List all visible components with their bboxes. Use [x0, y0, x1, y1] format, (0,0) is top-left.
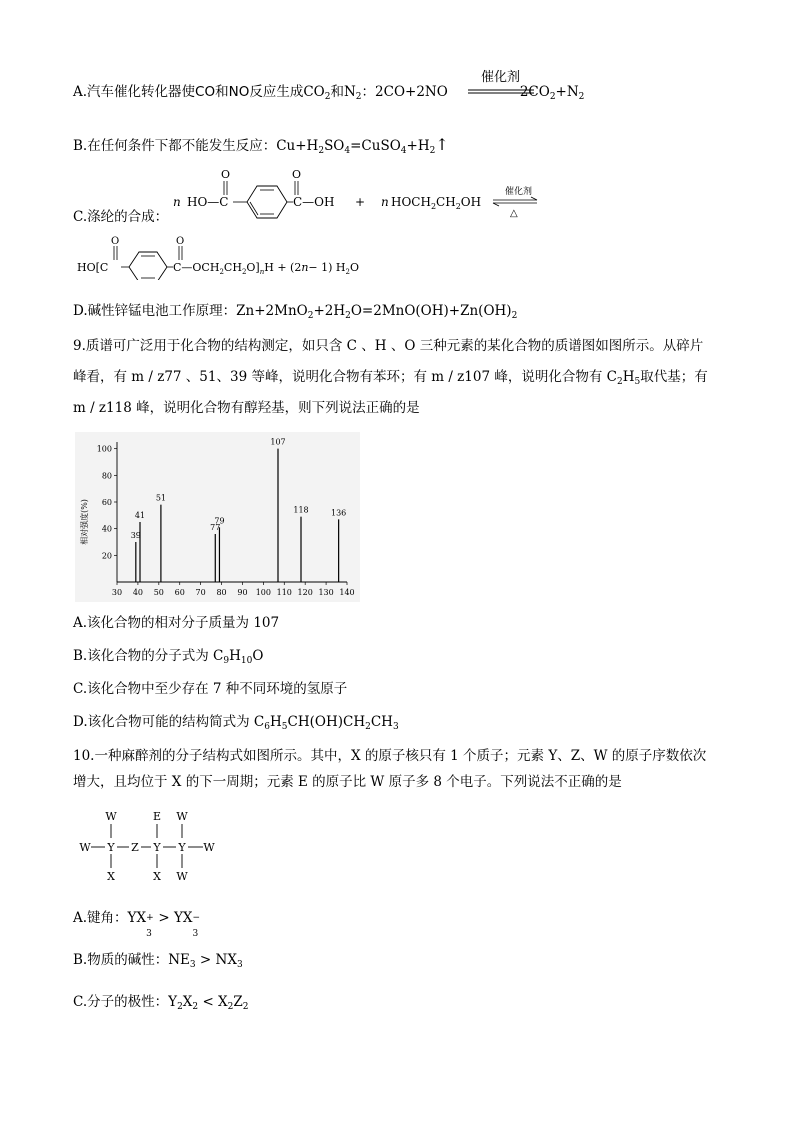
catalyst-small: 催化剂 — [505, 187, 533, 197]
sub-3: 3 — [236, 960, 243, 970]
option-d — [73, 301, 517, 321]
sub-3: 3 — [189, 960, 196, 970]
q10-text: A.键角：YX — [73, 910, 147, 926]
carbonyl-o: O — [176, 236, 185, 247]
q10-text: B.物质的碱性：NE — [73, 952, 190, 968]
q9-text: CH(OH)CH — [287, 714, 366, 730]
sub-2: 2 — [307, 311, 314, 321]
x-tick-label: 80 — [216, 588, 227, 597]
q10-line2: 增大，且均位于 X 的下一周期；元素 E 的原子比 W 原子多 8 个电子。下列说法不正确的是 — [73, 774, 622, 790]
q9-option-d — [73, 712, 399, 732]
q10-text: X — [182, 994, 193, 1010]
x-tick-label: 120 — [297, 588, 313, 597]
x-tick-label: 100 — [255, 588, 272, 597]
sub-2: 2 — [192, 1002, 199, 1012]
q9-text: H — [229, 648, 241, 664]
product-left: HO[C — [77, 261, 109, 274]
sub-2: 2 — [318, 146, 325, 156]
gas-arrow: ↑ — [435, 135, 449, 154]
option-c-prefix: C.涤纶的合成： — [73, 209, 169, 225]
x-tick-label: 90 — [237, 588, 248, 597]
glycol-text: $HOCH_2CH_2OH$ — [391, 195, 482, 211]
q10-line1: 10.一种麻醉剂的分子结构式如图所示。其中，X 的原子核只有 1 个质子；元素 Y、Z、W 的原子序数依次 — [73, 748, 707, 764]
eq-part: =CuSO — [350, 138, 401, 154]
no-text: NO — [228, 84, 250, 100]
carbonyl-o: O — [292, 168, 302, 181]
sub-2: 2 — [616, 377, 623, 387]
heat-symbol: △ — [510, 208, 518, 219]
peak-label: 41 — [134, 511, 146, 520]
coefficient-n: n — [173, 195, 181, 209]
q9-option-c: C.该化合物中至少存在 7 种不同环境的氢原子 — [73, 681, 348, 697]
pet-product-structure — [75, 232, 395, 280]
rhs-equation: 2CO — [519, 84, 550, 100]
q10-option-b — [73, 950, 243, 970]
atom-w: W — [203, 841, 215, 854]
sub-5: 5 — [281, 722, 288, 732]
q10-text: > NX — [195, 952, 237, 968]
q10-text: > YX — [154, 910, 193, 926]
sub-2: 2 — [227, 1002, 234, 1012]
atom-y: Y — [153, 841, 161, 854]
atom-y: Y — [178, 841, 186, 854]
x-tick-label: 140 — [339, 588, 355, 597]
q9-text: 峰看，有 m / z77 、51、39 等峰，说明化合物有苯环；有 m / z107 峰，说明化合物有 C — [73, 369, 617, 385]
eq-part: +2H — [313, 303, 346, 319]
sub-2: 2 — [429, 146, 436, 156]
y-tick-label: 80 — [101, 471, 112, 481]
atom-z: Z — [131, 841, 139, 854]
atom-x: X — [107, 870, 115, 883]
peak-label: 136 — [330, 508, 347, 518]
x-tick-label: 50 — [153, 588, 164, 597]
sub-2: 2 — [365, 722, 371, 732]
peak-label: 51 — [155, 493, 167, 503]
q9-text: H — [270, 714, 282, 730]
sub-2: 2 — [345, 311, 351, 321]
lhs-equation: 2CO+2NO — [375, 84, 448, 100]
chart-ylabel: 相对强度(%) — [80, 499, 89, 545]
atom-w: W — [176, 810, 188, 823]
peak-label: 79 — [214, 516, 225, 526]
eq-part: SO — [324, 138, 345, 154]
benzene-ring — [247, 186, 287, 218]
q10-text: Z — [233, 994, 243, 1010]
atom-y: Y — [107, 841, 115, 854]
peak-label: 118 — [293, 505, 309, 515]
peak-label: 39 — [130, 531, 141, 540]
x-tick-label: 110 — [276, 588, 292, 597]
mass-spectrum-chart — [75, 432, 360, 602]
sub-4: 4 — [400, 146, 407, 156]
plus-n2: +N — [555, 84, 579, 100]
sub-2: 2 — [324, 92, 331, 102]
option-d-prefix: D.碱性锌锰电池工作原理： — [73, 303, 237, 319]
sub-5: 5 — [634, 377, 641, 387]
q9-text: H — [622, 369, 635, 385]
x-tick-label: 40 — [132, 588, 144, 597]
y-tick-label: 40 — [101, 524, 112, 534]
y-tick-label: 60 — [101, 498, 112, 507]
x-tick-label: 30 — [111, 588, 123, 597]
q10-option-a: A.键角：YX + 3 > YX − 3 — [73, 910, 201, 939]
atom-w: W — [176, 870, 188, 883]
atom-x: X — [153, 870, 161, 883]
coefficient-n: n — [381, 195, 389, 209]
product-right: $C—OCH_2CH_2O]_nH + (2n- 1)$ $H_2O$ — [173, 261, 360, 276]
q9-text: O — [252, 648, 264, 664]
eq-part: Cu+H — [276, 138, 319, 154]
terephthalic-acid-structure — [165, 166, 545, 226]
sub-10: 10 — [240, 656, 253, 666]
anesthetic-structure-diagram — [75, 806, 235, 888]
co2-text: CO — [303, 84, 325, 100]
q9-text: D.该化合物可能的结构简式为 C — [73, 714, 265, 730]
sub-2: 2 — [355, 92, 362, 102]
n2-text: N — [343, 84, 356, 100]
peak-label: 77 — [210, 523, 221, 532]
q10-option-c — [73, 992, 249, 1012]
atom-e: E — [152, 810, 162, 823]
sub-3: 3 — [392, 722, 399, 732]
acid-right-text: C—OH — [293, 195, 335, 209]
co-text: CO — [195, 84, 216, 100]
sub-4: 4 — [344, 146, 351, 156]
q9-line3: m / z118 峰，说明化合物有醇羟基，则下列说法正确的是 — [73, 400, 420, 416]
q9-text: CH — [370, 714, 393, 730]
sub-6: 6 — [264, 722, 270, 732]
q9-option-a: A.该化合物的相对分子质量为 107 — [73, 615, 280, 631]
colon: ： — [361, 84, 376, 100]
carbonyl-o: O — [111, 236, 120, 247]
atom-w: W — [79, 841, 91, 854]
q9-option-b — [73, 646, 263, 666]
q10-text: C.分子的极性：Y — [73, 994, 178, 1010]
sub-2: 2 — [242, 1002, 249, 1012]
equals-double-line — [468, 89, 534, 95]
eq-part: +H — [406, 138, 430, 154]
q9-line1: 9.质谱可广泛用于化合物的结构测定，如只含 C 、H 、O 三种元素的某化合物的质谱图如图所示。从碎片 — [73, 338, 704, 354]
plus-sign: + — [355, 195, 366, 209]
option-b-prefix: B.在任何条件下都不能发生反应： — [73, 138, 277, 154]
q9-line2 — [73, 367, 708, 387]
x-tick-label: 70 — [195, 588, 206, 597]
eq-part: Zn+2MnO — [236, 303, 308, 319]
mid-text: 反应生成 — [249, 84, 304, 100]
y-tick-label: 100 — [96, 444, 112, 454]
sub-2: 2 — [177, 1002, 183, 1012]
x-tick-label: 60 — [174, 588, 185, 597]
q10-text: < X — [198, 994, 228, 1010]
and2-text: 和 — [330, 84, 344, 100]
option-a-prefix: A.汽车催化转化器使 — [73, 84, 196, 100]
catalyst-label: 催化剂 — [481, 70, 521, 85]
and-text: 和 — [215, 84, 229, 100]
sub-2: 2 — [511, 311, 518, 321]
q9-text: 取代基；有 — [640, 369, 708, 385]
sub-2: 2 — [578, 92, 585, 102]
q9-text: B.该化合物的分子式为 C — [73, 648, 224, 664]
x-tick-label: 130 — [318, 588, 334, 597]
atom-w: W — [105, 810, 117, 823]
acid-left-text: HO—C — [187, 195, 229, 209]
eq-part: O=2MnO(OH)+Zn(OH) — [350, 303, 512, 319]
peak-label: 107 — [270, 437, 286, 447]
y-tick-label: 20 — [101, 551, 112, 561]
carbonyl-o: O — [221, 168, 231, 181]
sub-9: 9 — [223, 656, 230, 666]
option-b — [73, 135, 449, 156]
sub-2: 2 — [549, 92, 556, 102]
